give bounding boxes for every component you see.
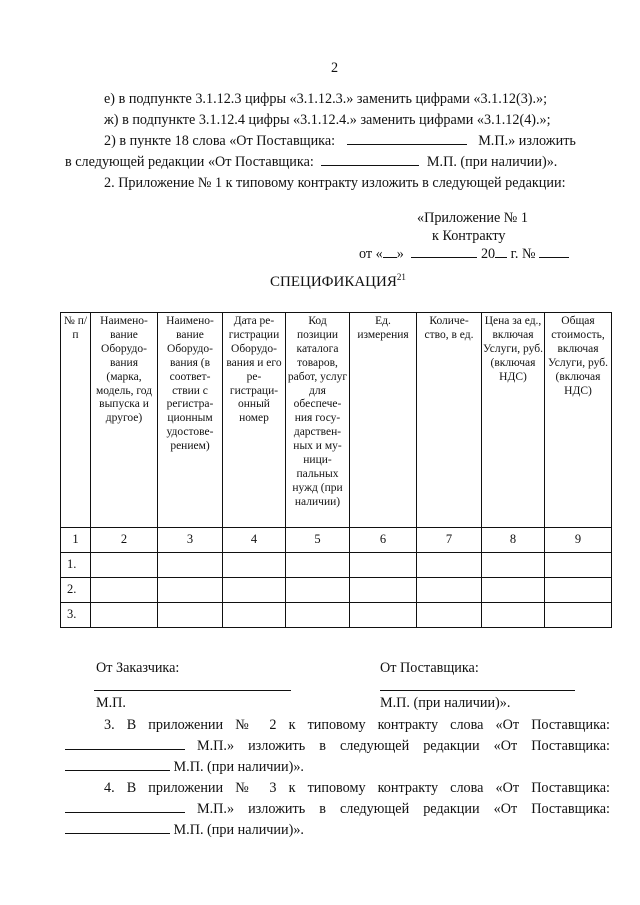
item4-text-b: М.П.» изложить в следующей редакции «От Поставщика: (197, 801, 610, 817)
appendix-contract: к Контракту (432, 228, 506, 244)
table-cell (91, 603, 158, 628)
appendix-number-label: г. № (510, 246, 536, 262)
blank-line (411, 244, 477, 258)
page-number: 2 (331, 60, 339, 76)
item3-text-c: М.П. (при наличии)». (173, 759, 304, 775)
table-cell (286, 603, 350, 628)
column-number-row (61, 528, 612, 553)
header-cell: № п/п (61, 313, 91, 528)
line-item2-part2 (65, 152, 557, 172)
item4-text-c: М.П. (при наличии)». (173, 822, 304, 838)
table-cell (350, 553, 417, 578)
supplier-label: От Поставщика: (380, 660, 479, 676)
item3-line1: 3. В приложении № 2 к типовому контракту слова «От Поставщика: (104, 717, 610, 733)
table-cell (223, 578, 286, 603)
column-number: 5 (286, 528, 350, 553)
table-cell (223, 603, 286, 628)
spec-table (60, 312, 612, 628)
customer-signature-line (94, 690, 291, 691)
header-cell: Количе-ство, в ед. (417, 313, 482, 528)
column-number: 7 (417, 528, 482, 553)
blank-line (383, 244, 397, 258)
header-cell: Ед. измерения (350, 313, 417, 528)
table-cell (91, 553, 158, 578)
table-cell (91, 578, 158, 603)
line-item2-part1 (104, 131, 576, 151)
line-zh: ж) в подпункте 3.1.12.4 цифры «3.1.12.4.» заменить цифрами «3.1.12(4).»; (104, 112, 551, 128)
appendix-date-line (359, 244, 569, 264)
blank-line (65, 820, 170, 834)
row-number: 1. (61, 553, 91, 578)
table-cell (350, 578, 417, 603)
header-cell: Наимено-вание Оборудо-вания (в соответ-ствии с регистра-ционным удостове-рением) (158, 313, 223, 528)
column-number: 1 (61, 528, 91, 553)
blank-line (65, 736, 185, 750)
customer-label: От Заказчика: (96, 660, 180, 676)
table-cell (223, 553, 286, 578)
appendix-year: 20 (480, 246, 496, 262)
customer-mp: М.П. (96, 695, 126, 711)
table-cell (158, 553, 223, 578)
spec-header-row (61, 313, 612, 528)
header-cell: Код позиции каталога товаров, работ, услуг для обеспече-ния госу-дарствен-ных и му-ници-пальных нужд (при наличии) (286, 313, 350, 528)
spec-title (270, 272, 406, 291)
header-cell: Цена за ед., включая Услуги, руб. (включая НДС) (482, 313, 545, 528)
item3-line2 (65, 736, 610, 756)
spec-title-text: СПЕЦИФИКАЦИЯ (270, 274, 397, 290)
column-number: 2 (91, 528, 158, 553)
appendix-quote: » (396, 246, 404, 262)
column-number: 4 (223, 528, 286, 553)
spec-footnote: 21 (396, 272, 406, 282)
column-number: 9 (545, 528, 612, 553)
header-cell: Наимено-вание Оборудо-вания (марка, модель, год выпуска и другое) (91, 313, 158, 528)
blank-line (495, 244, 507, 258)
appendix-ot: от « (359, 246, 383, 262)
item4-line2 (65, 799, 610, 819)
table-cell (482, 553, 545, 578)
table-cell (545, 578, 612, 603)
item4-line1: 4. В приложении № 3 к типовому контракту слова «От Поставщика: (104, 780, 610, 796)
column-number: 3 (158, 528, 223, 553)
table-cell (545, 603, 612, 628)
table-cell (350, 603, 417, 628)
table-cell (417, 578, 482, 603)
column-number: 6 (350, 528, 417, 553)
blank-line (347, 131, 467, 145)
blank-line (65, 757, 170, 771)
row-number: 3. (61, 603, 91, 628)
line-e: е) в подпункте 3.1.12.3 цифры «3.1.12.3.» заменить цифрами «3.1.12(3).»; (104, 91, 548, 107)
item3-line3 (65, 757, 304, 777)
line-appendix-intro: 2. Приложение № 1 к типовому контракту изложить в следующей редакции: (104, 175, 566, 191)
table-cell (482, 603, 545, 628)
table-cell (417, 603, 482, 628)
table-row (61, 578, 612, 603)
supplier-signature-line (380, 690, 575, 691)
item2-text-a: 2) в пункте 18 слова «От Поставщика: (104, 133, 336, 149)
table-row (61, 553, 612, 578)
table-cell (158, 578, 223, 603)
supplier-mp: М.П. (при наличии)». (380, 695, 511, 711)
item2-text-d: М.П. (при наличии)». (426, 154, 558, 170)
table-row (61, 603, 612, 628)
item4-line3 (65, 820, 304, 840)
blank-line (539, 244, 569, 258)
table-cell (482, 578, 545, 603)
blank-line (65, 799, 185, 813)
column-number: 8 (482, 528, 545, 553)
appendix-title: «Приложение № 1 (417, 210, 528, 226)
header-cell: Дата ре-гистрации Оборудо-вания и его ре-гистраци-онный номер (223, 313, 286, 528)
blank-line (321, 152, 419, 166)
table-cell (286, 553, 350, 578)
table-cell (286, 578, 350, 603)
table-cell (545, 553, 612, 578)
item2-text-b: М.П.» изложить (478, 133, 576, 149)
item2-text-c: в следующей редакции «От Поставщика: (65, 154, 314, 170)
header-cell: Общая стоимость, включая Услуги, руб. (включая НДС) (545, 313, 612, 528)
table-cell (417, 553, 482, 578)
table-cell (158, 603, 223, 628)
item3-text-b: М.П.» изложить в следующей редакции «От Поставщика: (197, 738, 610, 754)
row-number: 2. (61, 578, 91, 603)
